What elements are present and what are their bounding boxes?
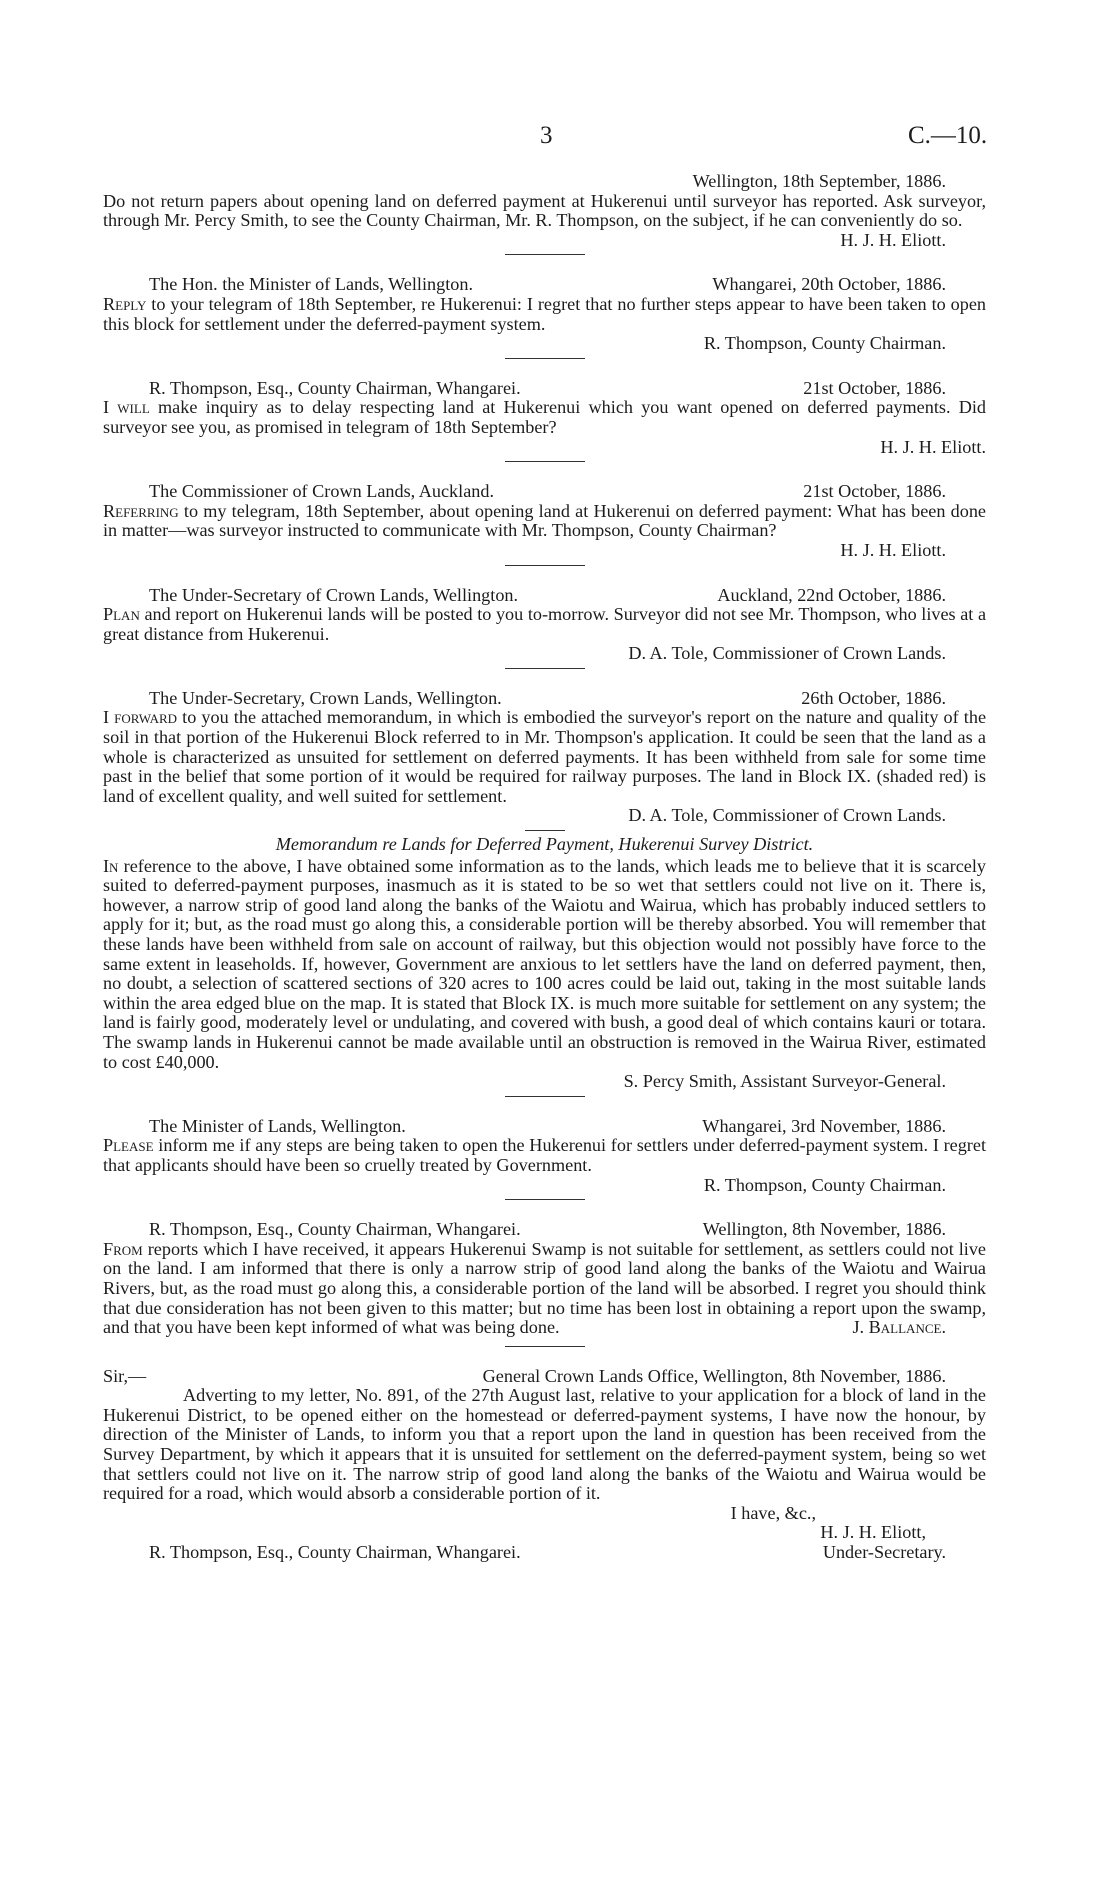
telegram-addressee: The Hon. the Minister of Lands, Wellington. bbox=[149, 274, 474, 295]
telegram-date: 21st October, 1886. bbox=[803, 377, 946, 398]
telegram-signature: H. J. H. Eliott. bbox=[840, 539, 946, 560]
memo-signature: S. Percy Smith, Assistant Surveyor-General. bbox=[623, 1071, 946, 1092]
letter-addressee: The Under-Secretary, Crown Lands, Wellington. bbox=[149, 687, 502, 708]
telegram-signature: R. Thompson, County Chairman. bbox=[703, 333, 946, 354]
telegram-body: Reply to your telegram of 18th September, re Hukerenui: I regret that no further steps appear to have been taken to open this block for settlement under the deferred-payment system. bbox=[103, 293, 986, 334]
letter-lead: I forward bbox=[103, 707, 178, 728]
telegram-body: Please inform me if any steps are being taken to open the Hukerenui for settlers under deferred-payment system. I regret that applicants should have been so cruelly treated by Government. bbox=[103, 1135, 986, 1175]
telegram-addressee: The Minister of Lands, Wellington. bbox=[149, 1115, 406, 1136]
telegram-addressee: R. Thompson, Esq., County Chairman, Whangarei. bbox=[149, 377, 521, 398]
telegram-date: Wellington, 8th November, 1886. bbox=[702, 1219, 946, 1240]
telegram-signature: R. Thompson, County Chairman. bbox=[703, 1174, 946, 1195]
telegram-addressee: R. Thompson, Esq., County Chairman, Whangarei. bbox=[149, 1219, 521, 1240]
letter-salutation: Sir,— bbox=[103, 1365, 147, 1386]
letter-signature: H. J. H. Eliott, bbox=[820, 1522, 926, 1543]
telegram-body: I will make inquiry as to delay respecting land at Hukerenui which you want opened on deferred payments. Did surveyor see you, as promised in telegram of 18th September? bbox=[103, 397, 987, 437]
telegram-lead: Referring bbox=[103, 500, 179, 521]
telegram-lead: From bbox=[103, 1238, 143, 1259]
letter-body: I forward to you the attached memorandum, in which is embodied the surveyor's report on the nature and quality of the soil in that portion of the Hukerenui Block referred to in Mr. Thompson's application. It could be seen that the land as a whole is characterized as unsuited for settlement on deferred payments. It has been withheld from sale for some time past in the belief that some portion of it would be required for railway purposes. The land in Block IX. (shaded red) is land of excellent quality, and well suited for settlement. bbox=[103, 707, 987, 806]
divider bbox=[505, 1096, 585, 1097]
telegram-addressee: The Commissioner of Crown Lands, Auckland. bbox=[149, 481, 495, 502]
divider bbox=[505, 565, 585, 566]
telegram-lead: I will bbox=[103, 397, 150, 418]
telegram-4 bbox=[103, 482, 986, 560]
telegram-body: Referring to my telegram, 18th September, about opening land at Hukerenui on deferred payment: What has been done in matter—was surveyor instructed to communicate with Mr. Thompson, County Chairman? bbox=[103, 500, 986, 541]
telegram-signature: H. J. H. Eliott. bbox=[840, 229, 946, 250]
document-code: C.—10. bbox=[908, 122, 988, 149]
letter-date: General Crown Lands Office, Wellington, 8th November, 1886. bbox=[482, 1365, 946, 1386]
divider bbox=[505, 461, 585, 462]
letter-title: Under-Secretary. bbox=[822, 1542, 946, 1563]
telegram-lead: Reply bbox=[103, 293, 147, 314]
telegram-signature: H. J. H. Eliott. bbox=[880, 436, 986, 457]
letter-body: Adverting to my letter, No. 891, of the 27th August last, relative to your application for a block of land in the Hukerenui District, to be opened either on the homestead or deferred-payment systems, I have now the honour, by direction of the Minister of Lands, to inform you that a report upon the land in question has been received from the Survey Department, by which it appears that it is unsuited for settlement on the deferred-payment system, being so wet that settlers could not live on it. The narrow strip of good land along the banks of the Waiotu and Wairua would be required for a road, which would absorb a considerable portion of it. bbox=[103, 1385, 986, 1504]
divider bbox=[505, 1199, 585, 1200]
telegram-signature: J. Ballance. bbox=[852, 1317, 946, 1338]
telegram-2 bbox=[103, 275, 986, 353]
divider bbox=[505, 358, 585, 359]
memo-lead: In bbox=[103, 855, 119, 876]
memo-body: In reference to the above, I have obtained some information as to the lands, which leads me to believe that it is scarcely suited to deferred-payment purposes, inasmuch as it is stated to be so wet that settlers could not live on it. There is, however, a narrow strip of good land along the banks of the Waiotu and Wairua, which has probably induced settlers to apply for it; but, as the road must go along this, a considerable portion will be thereby absorbed. You will remember that these lands have been withheld from sale on account of railway, but this objection would not possibly have force to the same extent in leaseholds. If, however, Government are anxious to let settlers have the land on deferred payment, then, no doubt, a selection of scattered sections of 320 acres to 100 acres could be laid out, taking in the most suitable lands within the area edged blue on the map. It is stated that Block IX. is much more suitable for settlement on any system; the land is fairly good, moderately level or undulating, and covered with bush, a good deal of which contains kauri or totara. The swamp lands in Hukerenui cannot be made available until an obstruction is removed in the Wairua River, estimated to cost £40,000. bbox=[103, 855, 987, 1072]
telegram-7 bbox=[103, 1220, 986, 1338]
divider bbox=[505, 254, 585, 255]
telegram-body: Do not return papers about opening land on deferred payment at Hukerenui until surveyor has reported. Ask surveyor, through Mr. Percy Smith, to see the County Chairman, Mr. R. Thompson, on the subject, if he can conveniently do so. bbox=[103, 190, 986, 231]
telegram-1 bbox=[103, 172, 986, 250]
divider bbox=[525, 830, 565, 831]
telegram-5 bbox=[103, 586, 986, 664]
telegram-date: Auckland, 22nd October, 1886. bbox=[717, 584, 946, 605]
telegram-signature: D. A. Tole, Commissioner of Crown Lands. bbox=[628, 643, 946, 664]
telegram-lead: Plan bbox=[103, 604, 140, 625]
telegram-6 bbox=[103, 1117, 986, 1195]
memo-title: Memorandum re Lands for Deferred Payment, Hukerenui Survey District. bbox=[275, 834, 814, 855]
telegram-3 bbox=[103, 379, 986, 457]
telegram-body: Plan and report on Hukerenui lands will be posted to you to-morrow. Surveyor did not see Mr. Thompson, who lives at a great distance from Hukerenui. bbox=[103, 604, 987, 644]
page-number: 3 bbox=[540, 122, 553, 149]
document-body bbox=[103, 172, 986, 1563]
telegram-date: Wellington, 18th September, 1886. bbox=[692, 171, 946, 191]
telegram-date: Whangarei, 20th October, 1886. bbox=[712, 274, 946, 295]
letter-closing: I have, &c., bbox=[730, 1502, 816, 1523]
letter-date: 26th October, 1886. bbox=[801, 687, 946, 708]
telegram-date: Whangarei, 3rd November, 1886. bbox=[702, 1115, 946, 1136]
divider bbox=[505, 668, 585, 669]
telegram-body: From reports which I have received, it appears Hukerenui Swamp is not suitable for settlement, as settlers could not live on the land. I am informed that there is only a narrow strip of good land along the banks of the Waiotu and Wairua Rivers, but, as the road must go along this, a considerable portion of the land will be absorbed. I regret you should think that due consideration has not been given to this matter; but no time has been lost in obtaining a report upon the swamp, and that you have been kept informed of what was being done. J. Ballance. bbox=[103, 1238, 987, 1338]
telegram-lead: Please bbox=[103, 1135, 154, 1156]
letter-1 bbox=[103, 689, 986, 826]
letter-signature: D. A. Tole, Commissioner of Crown Lands. bbox=[628, 805, 946, 826]
telegram-date: 21st October, 1886. bbox=[803, 481, 946, 502]
letter-addressee: R. Thompson, Esq., County Chairman, Whangarei. bbox=[149, 1542, 521, 1563]
memorandum bbox=[103, 835, 986, 1092]
telegram-addressee: The Under-Secretary of Crown Lands, Wellington. bbox=[149, 584, 519, 605]
divider bbox=[505, 1346, 585, 1347]
letter-2 bbox=[103, 1367, 986, 1563]
